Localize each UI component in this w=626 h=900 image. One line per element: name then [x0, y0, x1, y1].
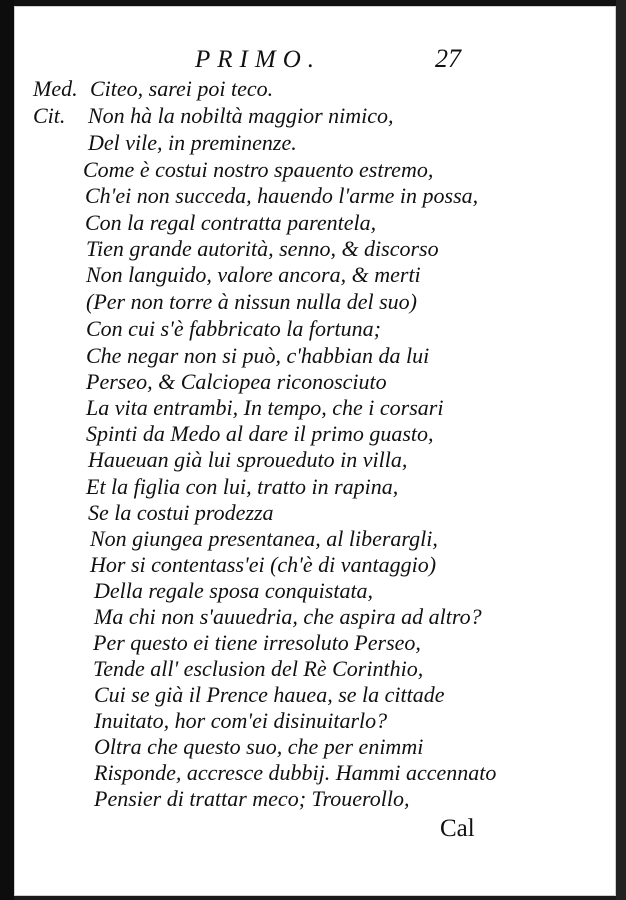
page-number: 27: [435, 44, 461, 73]
verse-line: La vita entrambi, In tempo, che i corsari: [86, 395, 444, 420]
verse-line: Per questo ei tiene irresoluto Perseo,: [93, 630, 421, 655]
verse-line: Del vile, in preminenze.: [88, 130, 297, 155]
verse-line: Cui se già il Prence hauea, se la cittade: [94, 682, 445, 707]
verse-line: (Per non torre à nissun nulla del suo): [86, 289, 417, 314]
verse-line: Non hà la nobiltà maggior nimico,: [88, 103, 394, 128]
verse-line: Perseo, & Calciopea riconosciuto: [86, 369, 387, 394]
verse-line: Con la regal contratta parentela,: [85, 210, 377, 235]
speaker-label-cit: Cit.: [33, 103, 66, 128]
scan-border-left: [0, 0, 14, 900]
verse-line: Che negar non si può, c'habbian da lui: [86, 343, 430, 368]
running-title: PRIMO.: [195, 46, 321, 73]
verse-line: Se la costui prodezza: [88, 500, 274, 525]
verse-line: Oltra che questo suo, che per enimmi: [94, 734, 424, 759]
verse-line: Tien grande autorità, senno, & discorso: [86, 236, 439, 261]
speaker-label-med: Med.: [33, 76, 78, 101]
verse-line: Con cui s'è fabbricato la fortuna;: [86, 316, 381, 341]
verse-line: Non languido, valore ancora, & merti: [86, 262, 421, 287]
verse-line: Hor si contentass'ei (ch'è di vantaggio): [90, 552, 437, 577]
verse-line: Risponde, accresce dubbij. Hammi accennato: [94, 760, 497, 785]
verse-line: Et la figlia con lui, tratto in rapina,: [86, 474, 399, 499]
verse-line: Citeo, sarei poi teco.: [90, 76, 274, 101]
verse-line: Ma chi non s'auuedria, che aspira ad altro?: [94, 604, 482, 629]
verse-line: Pensier di trattar meco; Trouerollo,: [94, 786, 410, 811]
verse-line: Della regale sposa conquistata,: [94, 578, 374, 603]
verse-line: Non giungea presentanea, al liberargli,: [90, 526, 438, 551]
verse-line: Inuitato, hor com'ei disinuitarlo?: [94, 708, 388, 733]
verse-line: Tende all' esclusion del Rè Corinthio,: [93, 656, 424, 681]
scan-border-right: [616, 0, 626, 900]
verse-line: Haueuan già lui sproueduto in villa,: [88, 447, 408, 472]
verse-line: Ch'ei non succeda, hauendo l'arme in possa,: [85, 183, 479, 208]
catchword: Cal: [440, 815, 475, 842]
verse-line: Come è costui nostro spauento estremo,: [83, 157, 434, 182]
verse-line: Spinti da Medo al dare il primo guasto,: [86, 421, 434, 446]
